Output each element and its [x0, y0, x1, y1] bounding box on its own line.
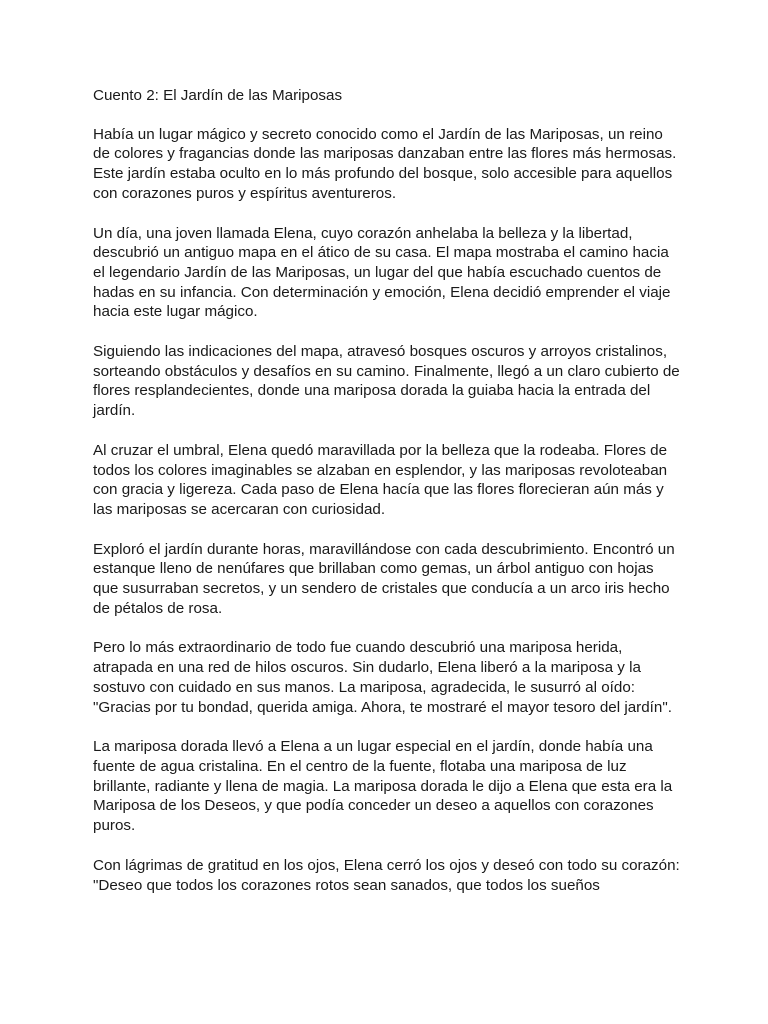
- paragraph-6: Pero lo más extraordinario de todo fue cuando descubrió una mariposa herida, atrapada en una red de hilos oscuros. Sin dudarlo, Elena liberó a la mariposa y la sostuvo con cuidado en sus manos. La mariposa, agradecida, le susurró al oído: "Gracias por tu bondad, querida amiga. Ahora, te mostraré el mayor tesoro del jardín".: [93, 639, 672, 716]
- paragraph-4: Al cruzar el umbral, Elena quedó maravillada por la belleza que la rodeaba. Flores de todos los colores imaginables se alzaban en esplendor, y las mariposas revoloteaban con gracia y ligereza. Cada paso de Elena hacía que las flores florecieran aún más y las mariposas se acercaran con curiosidad.: [93, 441, 668, 518]
- paragraph-5: Exploró el jardín durante horas, maravillándose con cada descubrimiento. Encontró un estanque lleno de nenúfares que brillaban como gemas, un árbol antiguo con hojas que susurraban secretos, y un sendero de cristales que conducía a un arco iris hecho de pétalos de rosa.: [93, 540, 675, 617]
- paragraph-1: Había un lugar mágico y secreto conocido como el Jardín de las Mariposas, un reino de colores y fragancias donde las mariposas danzaban entre las flores más hermosas. Este jardín estaba oculto en lo más profundo del bosque, solo accesible para aquellos con corazones puros y espíritus aventureros.: [93, 125, 677, 202]
- paragraph-2: Un día, una joven llamada Elena, cuyo corazón anhelaba la belleza y la libertad, descubrió un antiguo mapa en el ático de su casa. El mapa mostraba el camino hacia el legendario Jardín de las Mariposas, un lugar del que había escuchado cuentos de hadas en su infancia. Con determinación y emoción, Elena decidió emprender el viaje hacia este lugar mágico.: [93, 224, 671, 321]
- paragraph-8: Con lágrimas de gratitud en los ojos, Elena cerró los ojos y deseó con todo su corazón: "Deseo que todos los corazones rotos sean sanados, que todos los sueños: [93, 856, 680, 894]
- story-title: Cuento 2: El Jardín de las Mariposas: [93, 87, 343, 104]
- paragraph-3: Siguiendo las indicaciones del mapa, atravesó bosques oscuros y arroyos cristalinos, sorteando obstáculos y desafíos en su camino. Finalmente, llegó a un claro cubierto de flores resplandecientes, donde una mariposa dorada la guiaba hacia la entrada del jardín.: [93, 343, 680, 420]
- paragraph-7: La mariposa dorada llevó a Elena a un lugar especial en el jardín, donde había una fuente de agua cristalina. En el centro de la fuente, flotaba una mariposa de luz brillante, radiante y llena de magia. La mariposa dorada le dijo a Elena que esta era la Mariposa de los Deseos, y que podía conceder un deseo a aquellos con corazones puros.: [93, 738, 673, 835]
- document-body: [93, 86, 683, 915]
